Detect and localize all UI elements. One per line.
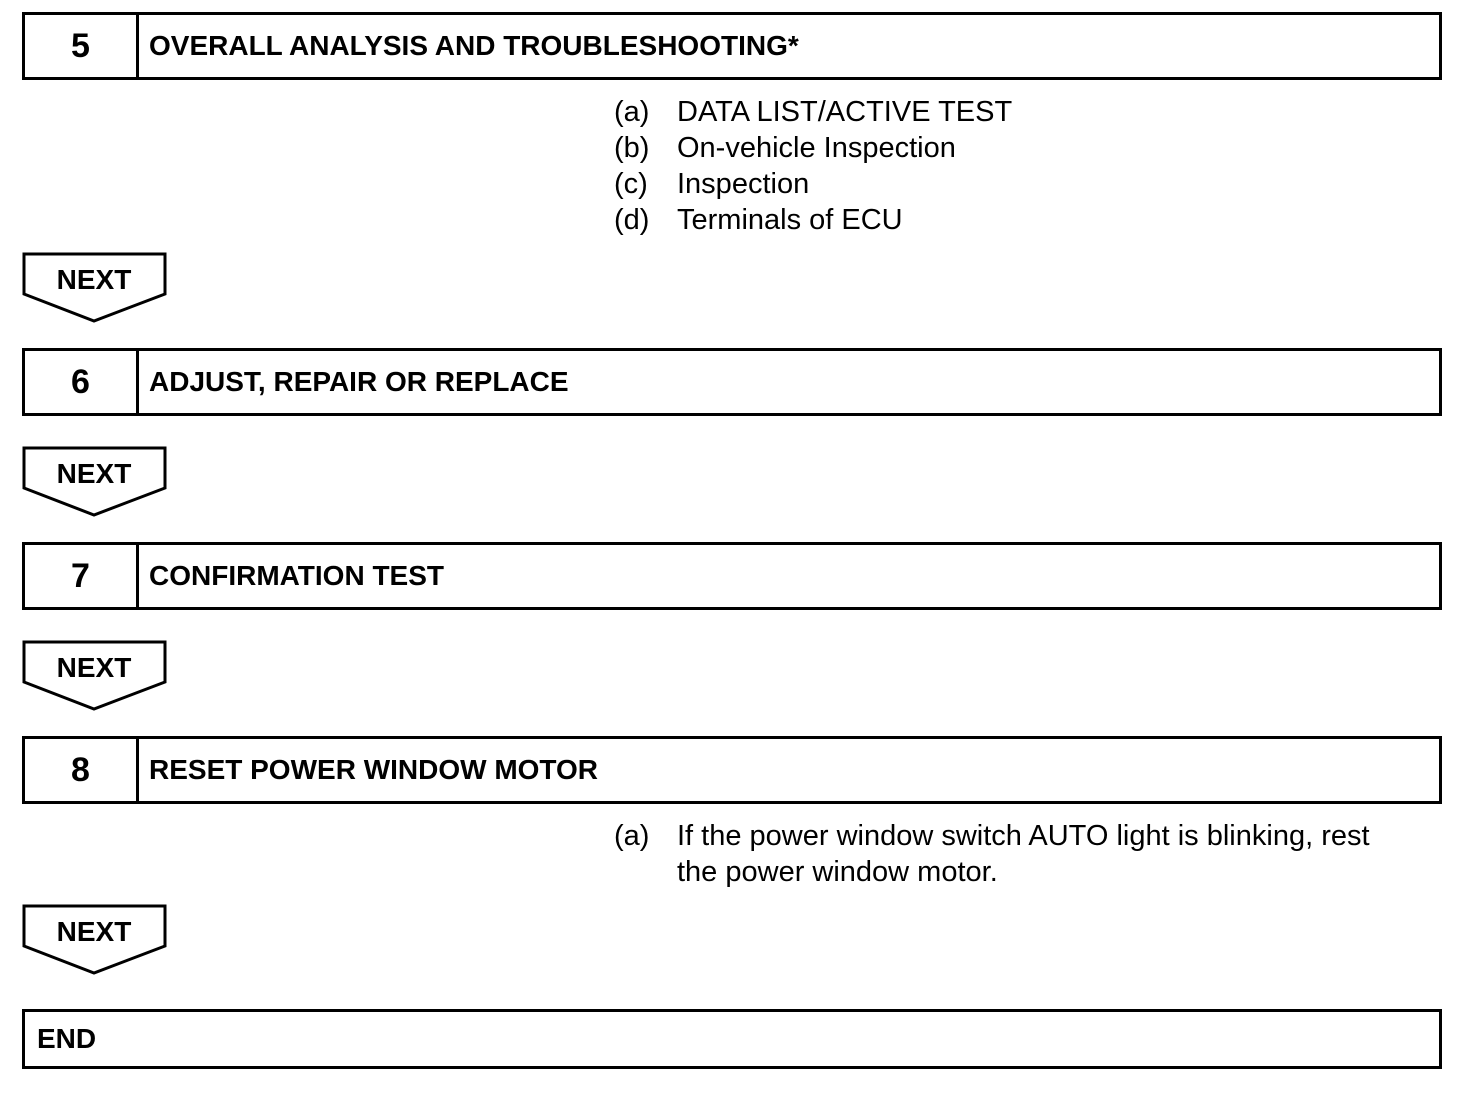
next-arrow-1	[22, 252, 168, 324]
next-arrow-3	[22, 640, 168, 712]
step-5-title: OVERALL ANALYSIS AND TROUBLESHOOTING*	[149, 30, 799, 61]
step-7-number: 7	[25, 545, 139, 607]
list-item-marker: (d)	[614, 204, 650, 236]
step-5-number: 5	[25, 15, 139, 77]
next-label: NEXT	[56, 264, 132, 295]
list-item-marker: (a)	[614, 820, 650, 852]
list-item-marker: (a)	[614, 96, 650, 128]
list-item	[614, 94, 1417, 130]
step-8-box	[22, 736, 1442, 804]
list-item	[614, 202, 1417, 238]
next-arrow-2	[22, 446, 168, 518]
list-item	[614, 130, 1417, 166]
list-item-text: If the power window switch AUTO light is blinking, rest the power window motor.	[677, 820, 1370, 888]
list-item-text: Terminals of ECU	[677, 204, 903, 236]
list-item-marker: (c)	[614, 168, 648, 200]
step-7-box	[22, 542, 1442, 610]
step-8-title: RESET POWER WINDOW MOTOR	[149, 754, 599, 785]
end-label: END	[37, 1023, 97, 1054]
list-item	[614, 818, 1417, 890]
list-item	[614, 166, 1417, 202]
step-6-box	[22, 348, 1442, 416]
step-7-title: CONFIRMATION TEST	[149, 560, 445, 591]
list-item-text: DATA LIST/ACTIVE TEST	[677, 96, 1013, 128]
next-arrow-4	[22, 904, 168, 976]
next-label: NEXT	[56, 458, 132, 489]
end-box	[22, 1009, 1442, 1069]
step-5-box	[22, 12, 1442, 80]
step-6-number: 6	[25, 351, 139, 413]
next-label: NEXT	[56, 916, 132, 947]
step-6-title: ADJUST, REPAIR OR REPLACE	[149, 366, 569, 397]
list-item-marker: (b)	[614, 132, 650, 164]
list-item-text: Inspection	[677, 168, 810, 200]
step-8-number: 8	[25, 739, 139, 801]
next-label: NEXT	[56, 652, 132, 683]
step-5-sublist	[614, 94, 1417, 238]
list-item-text: On-vehicle Inspection	[677, 132, 956, 164]
step-8-sublist	[614, 818, 1417, 890]
